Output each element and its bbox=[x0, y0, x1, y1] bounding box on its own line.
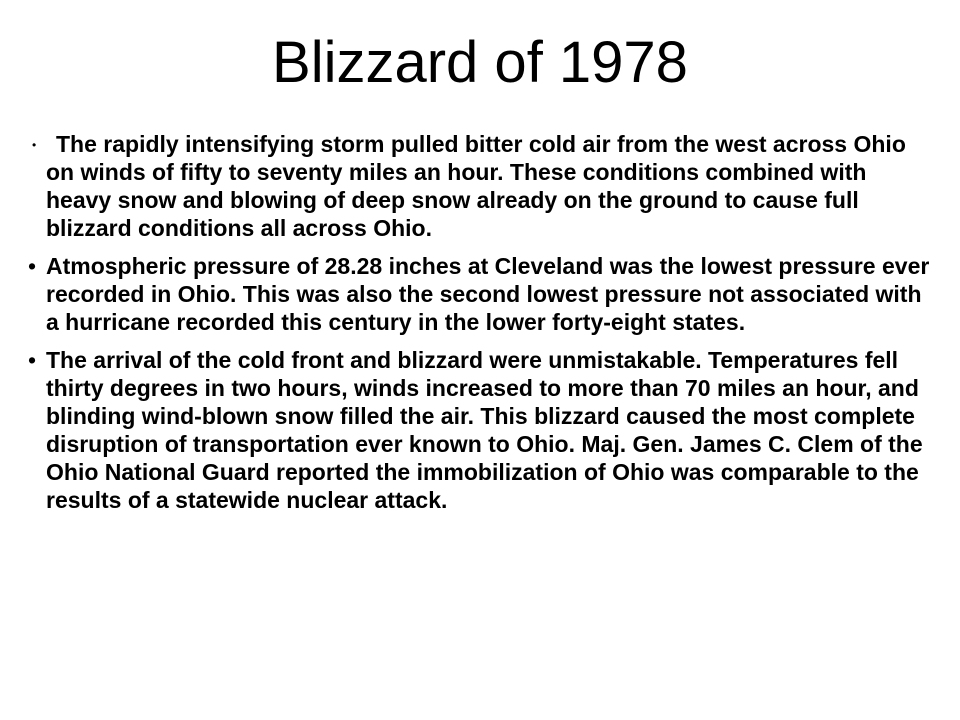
bullet-item bbox=[28, 346, 933, 514]
slide-title: Blizzard of 1978 bbox=[272, 30, 688, 95]
bullet-item bbox=[28, 130, 933, 242]
bullet-list bbox=[28, 130, 933, 524]
bullet-icon: • bbox=[28, 253, 37, 279]
bullet-icon: • bbox=[28, 347, 37, 373]
bullet-icon: • bbox=[32, 138, 37, 152]
bullet-text: The rapidly intensifying storm pulled bitter cold air from the west across Ohio on winds of fifty to seventy miles an hour. These conditions combined with heavy snow and blowing of deep snow already on the ground to cause full blizzard conditions all across Ohio. bbox=[46, 131, 906, 241]
bullet-text: The arrival of the cold front and blizzard were unmistakable. Temperatures fell thirty degrees in two hours, winds increased to more than 70 miles an hour, and blinding wind-blown snow filled the air. This blizzard caused the most complete disruption of transportation ever known to Ohio. Maj. Gen. James C. Clem of the Ohio National Guard reported the immobilization of Ohio was comparable to the results of a statewide nuclear attack. bbox=[46, 347, 923, 513]
bullet-text: Atmospheric pressure of 28.28 inches at Cleveland was the lowest pressure ever recorded in Ohio. This was also the second lowest pressure not associated with a hurricane recorded this century in the lower forty-eight states. bbox=[46, 253, 930, 335]
bullet-item bbox=[28, 252, 933, 336]
